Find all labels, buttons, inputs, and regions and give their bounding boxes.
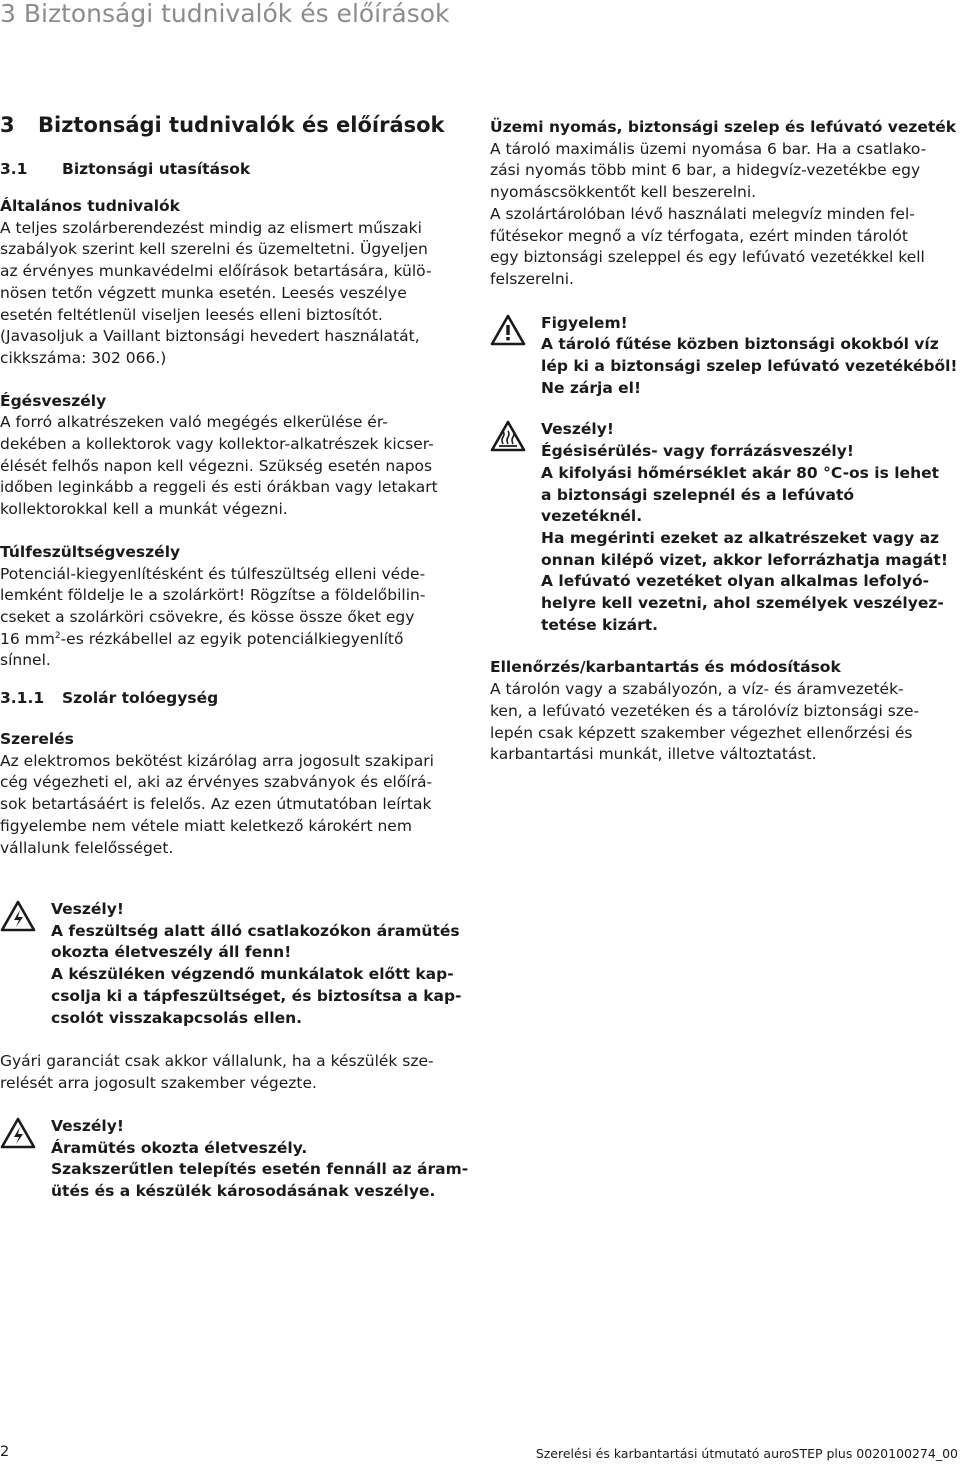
shock-warning-line: ütés és a készülék károsodásának veszélye. <box>51 1182 436 1201</box>
pressure-line: zási nyomás több mint 6 bar, a hidegvíz-vezetékbe egy <box>490 161 921 180</box>
installation-line: Az elektromos bekötést kizárólag arra jogosult szakipari <box>0 751 434 770</box>
caution-note <box>490 313 960 400</box>
warranty-line: Gyári garanciát csak akkor vállalunk, ha a készülék sze- <box>0 1052 434 1070</box>
burn-hazard-line: időben leginkább a reggeli és esti órákban vagy letakart <box>0 478 438 497</box>
exclamation-warning-icon <box>490 314 526 346</box>
hot-water-warning-line: Égésisérülés- vagy forrázásveszély! <box>541 442 854 461</box>
hot-water-warning-line: onnan kilépő vizet, akkor leforrázhatja magát! <box>541 550 948 569</box>
voltage-warning-line: csolót visszakapcsolás ellen. <box>51 1008 303 1027</box>
hot-water-warning-line: Veszély! <box>541 420 614 439</box>
page-number: 2 <box>0 1444 10 1460</box>
caution-line: A tároló fűtése közben biztonsági okokból víz <box>541 335 939 354</box>
hot-water-warning-line: a biztonsági szelepnél és a lefúvató vezetéknél. <box>541 485 855 526</box>
section-title <box>0 159 470 179</box>
shock-warning-line: Szakszerűtlen telepítés esetén fennáll az áram- <box>51 1160 469 1179</box>
general-info-line: esetén feltétlenül viseljen leesés elleni biztosítót. <box>0 305 383 324</box>
cable-size-rest: -es rézkábellel az egyik potenciálkiegyenlítő <box>60 629 404 648</box>
running-header: 3 Biztonsági tudnivalók és előírások <box>0 0 450 28</box>
maintenance-line: karbantartási munkát, illetve változtatást. <box>490 745 817 764</box>
hot-water-warning-line: tetése kizárt. <box>541 615 659 634</box>
pressure-line: A tároló maximális üzemi nyomása 6 bar. Ha a csatlako- <box>490 139 927 158</box>
electric-shock-warning-icon <box>0 900 36 932</box>
general-info-heading: Általános tudnivalók <box>0 197 180 215</box>
hot-water-warning-note <box>490 419 960 636</box>
general-info-line: nösen tetőn végzett munka esetén. Leesés veszélye <box>0 283 407 302</box>
hot-water-warning-line: helyre kell vezetni, ahol személyek veszélyez- <box>541 594 944 613</box>
overvoltage-line: sínnel. <box>0 651 51 670</box>
voltage-warning-line: A feszültség alatt álló csatlakozókon áramütés <box>51 921 460 940</box>
voltage-warning-line: A készüléken végzendő munkálatok előtt kap- <box>51 965 454 984</box>
cable-size-exponent: 2 <box>54 630 61 641</box>
shock-warning-note <box>0 1116 531 1203</box>
maintenance-block <box>490 657 960 766</box>
maintenance-line: A tárolón vagy a szabályozón, a víz- és áramvezeték- <box>490 680 904 699</box>
installation-block <box>0 729 470 859</box>
general-info-block <box>0 196 470 370</box>
maintenance-line: ken, a lefúvató vezetéken és a tárolóvíz biztonsági sze- <box>490 701 920 720</box>
pressure-line: egy biztonsági szeleppel és egy lefúvató vezetékkel kell <box>490 248 925 267</box>
installation-line: vállalunk felelősséget. <box>0 838 174 857</box>
pressure-line: fűtésekor megnő a víz térfogata, ezért minden tárolót <box>490 226 908 245</box>
section-title-text: Biztonsági utasítások <box>62 160 251 178</box>
pressure-heading: Üzemi nyomás, biztonsági szelep és lefúvató vezeték <box>490 118 957 136</box>
general-info-line: az érvényes munkavédelmi előírások betartására, külö- <box>0 262 432 281</box>
burn-hazard-block <box>0 391 470 521</box>
general-info-line: cikkszáma: 302 066.) <box>0 348 167 367</box>
right-column <box>490 117 960 766</box>
warranty-paragraph <box>0 1051 480 1094</box>
general-info-line: A teljes szolárberendezést mindig az elismert műszaki <box>0 218 422 237</box>
chapter-title-text: Biztonsági tudnivalók és előírások <box>38 113 445 137</box>
overvoltage-line: cseket a szolárköri csövekre, és kösse össze őket egy <box>0 607 415 626</box>
burn-hazard-line: A forró alkatrészeken való megégés elkerülése ér- <box>0 413 388 432</box>
burn-hazard-line: dekében a kollektorok vagy kollektor-alkatrészek kicser- <box>0 435 434 454</box>
warranty-line: relését arra jogosult szakember végezte. <box>0 1073 317 1092</box>
burn-hazard-line: élését felhős napon kell végezni. Szükség esetén napos <box>0 456 433 475</box>
caution-line: Ne zárja el! <box>541 378 642 397</box>
maintenance-line: lepén csak képzett szakember végezhet ellenőrzési és <box>490 723 913 742</box>
hot-water-warning-line: A lefúvató vezetéket olyan alkalmas lefolyó- <box>541 572 930 591</box>
subsection-number: 3.1.1 <box>0 689 45 708</box>
voltage-warning-line: okozta életveszély áll fenn! <box>51 943 292 962</box>
pressure-line: A szolártárolóban lévő használati melegvíz minden fel- <box>490 204 915 223</box>
maintenance-heading: Ellenőrzés/karbantartás és módosítások <box>490 658 841 677</box>
overvoltage-block <box>0 542 470 672</box>
hot-water-warning-line: Ha megérinti ezeket az alkatrészeket vagy az <box>541 528 940 547</box>
hot-water-warning-line: A kifolyási hőmérséklet akár 80 °C-os is lehet <box>541 463 940 482</box>
overvoltage-line: lemként földelje le a szolárkört! Rögzítse a földelőbilin- <box>0 586 426 605</box>
chapter-title <box>0 112 470 138</box>
hot-surface-warning-icon <box>490 420 526 452</box>
section-number: 3.1 <box>0 160 28 178</box>
cable-size-value: 16 mm <box>0 629 55 648</box>
subsection-title-text: Szolár tolóegység <box>62 689 219 708</box>
installation-line: cég végezheti el, aki az érvényes szabványok és előírá- <box>0 773 433 792</box>
caution-line: Figyelem! <box>541 313 628 332</box>
overvoltage-line <box>0 629 470 651</box>
installation-line: sok betartásáért is felelős. Az ezen útmutatóban leírtak <box>0 795 432 814</box>
document-reference: Szerelési és karbantartási útmutató auroSTEP plus 0020100274_00 <box>535 1446 958 1461</box>
shock-warning-line: Veszély! <box>51 1117 124 1135</box>
chapter-number: 3 <box>0 113 15 137</box>
voltage-warning-note <box>0 899 531 1029</box>
left-column <box>0 112 470 859</box>
overvoltage-line: Potenciál-kiegyenlítésként és túlfeszültség elleni véde- <box>0 564 426 583</box>
voltage-warning-line: csolja ki a tápfeszültséget, és biztosítsa a kap- <box>51 986 462 1005</box>
burn-hazard-heading: Égésveszély <box>0 391 107 410</box>
general-info-line: (Javasoljuk a Vaillant biztonsági hevedert használatát, <box>0 327 420 346</box>
overvoltage-heading: Túlfeszültségveszély <box>0 542 181 561</box>
installation-line: figyelembe nem vétele miatt keletkező károkért nem <box>0 816 412 835</box>
pressure-line: felszerelni. <box>490 269 574 288</box>
electric-shock-warning-icon <box>0 1117 36 1149</box>
pressure-block <box>490 117 960 291</box>
subsection-title <box>0 688 470 708</box>
installation-heading: Szerelés <box>0 730 74 749</box>
shock-warning-line: Áramütés okozta életveszély. <box>51 1138 308 1157</box>
general-info-line: szabályok szerint kell szerelni és üzemeltetni. Ügyeljen <box>0 240 428 259</box>
voltage-warning-line: Veszély! <box>51 900 124 918</box>
burn-hazard-line: kollektorokkal kell a munkát végezni. <box>0 500 288 519</box>
caution-line: lép ki a biztonsági szelep lefúvató vezetékéből! <box>541 357 958 376</box>
pressure-line: nyomáscsökkentőt kell beszerelni. <box>490 183 757 202</box>
